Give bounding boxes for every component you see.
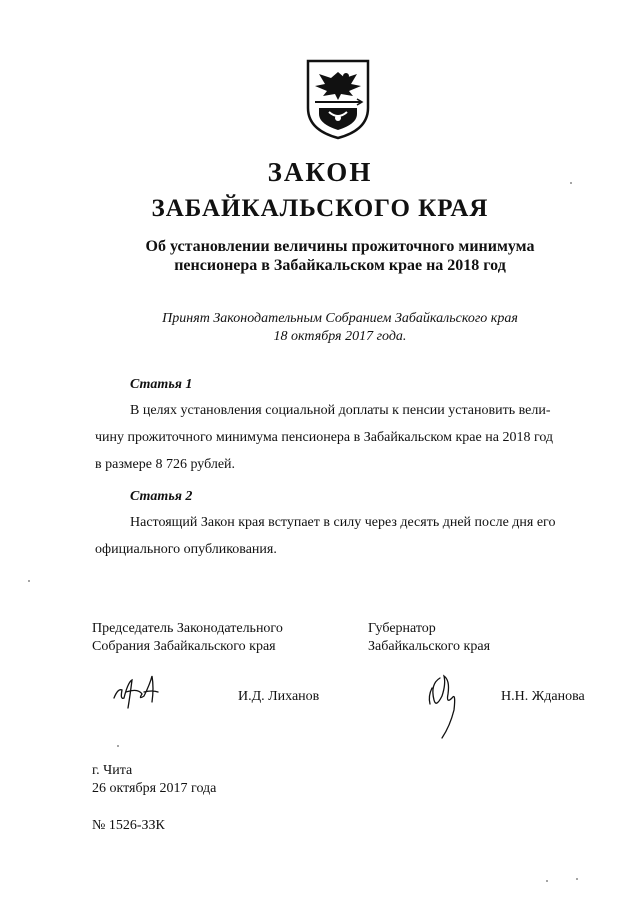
- subtitle-line: Об установлении величины прожиточного минимума: [145, 238, 535, 255]
- coat-of-arms-icon: [305, 58, 371, 140]
- adoption-note: [40, 310, 640, 346]
- governor-signature: [420, 670, 468, 742]
- chairman-signature: [108, 668, 164, 714]
- chairman-title-line: Председатель Законодательного: [92, 621, 283, 636]
- scan-speck: [117, 745, 119, 747]
- governor-name: Н.Н. Жданова: [501, 689, 585, 704]
- article-line: чину прожиточного минимума пенсионера в Забайкальском крае на 2018 год: [95, 430, 554, 445]
- chairman-title: [92, 620, 283, 656]
- article-2-heading: Статья 2: [130, 489, 193, 504]
- scan-speck: [570, 182, 572, 184]
- article-line: В целях установления социальной доплаты к пенсии установить вели-: [130, 403, 551, 418]
- governor-title-line: Губернатор: [368, 621, 436, 636]
- scan-speck: [576, 878, 578, 880]
- law-number: № 1526-ЗЗК: [92, 818, 165, 833]
- subtitle-line: пенсионера в Забайкальском крае на 2018 год: [174, 257, 506, 274]
- article-line: Настоящий Закон края вступает в силу через десять дней после дня его: [130, 515, 556, 530]
- article-1-text: [95, 397, 590, 478]
- scan-speck: [28, 580, 30, 582]
- document-title: ЗАКОН: [267, 157, 373, 187]
- adoption-line: Принят Законодательным Собранием Забайкальского края: [162, 311, 518, 326]
- chairman-title-line: Собрания Забайкальского края: [92, 639, 276, 654]
- article-line: официального опубликования.: [95, 542, 277, 557]
- article-line: в размере 8 726 рублей.: [95, 457, 236, 472]
- document-region-title: ЗАБАЙКАЛЬСКОГО КРАЯ: [151, 195, 489, 222]
- article-2-text: [95, 509, 590, 563]
- adoption-date: 18 октября 2017 года.: [273, 329, 407, 344]
- governor-title-line: Забайкальского края: [368, 639, 491, 654]
- chairman-name: И.Д. Лиханов: [238, 689, 320, 704]
- city: г. Чита: [92, 763, 133, 778]
- governor-title: [368, 620, 490, 656]
- document-subtitle: [40, 237, 640, 275]
- article-1-heading: Статья 1: [130, 377, 193, 392]
- signing-date: 26 октября 2017 года: [92, 781, 217, 796]
- scan-speck: [546, 880, 548, 882]
